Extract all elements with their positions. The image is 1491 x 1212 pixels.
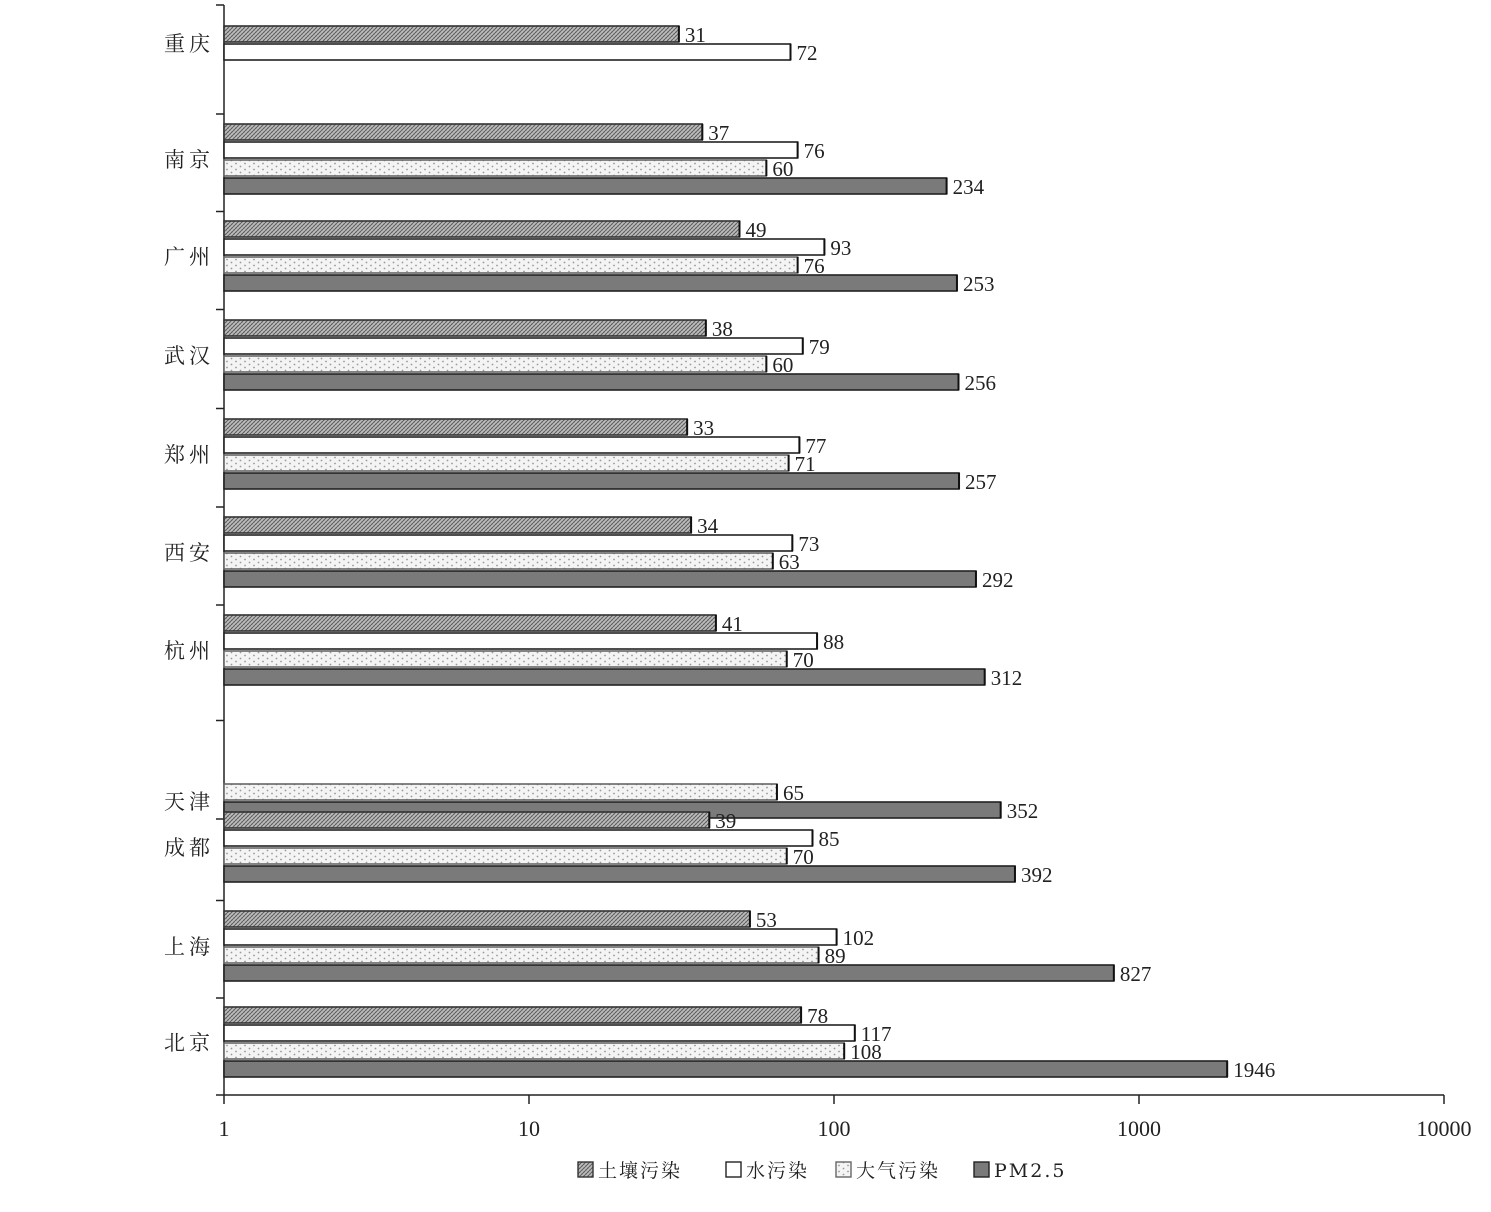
legend-label: 水污染 — [746, 1160, 810, 1182]
bar — [224, 257, 798, 273]
data-label: 76 — [803, 139, 825, 163]
x-tick-label: 100 — [817, 1116, 851, 1141]
data-label: 53 — [755, 908, 777, 932]
x-tick-label: 10 — [518, 1116, 540, 1141]
bar — [224, 356, 766, 372]
x-tick-label: 1000 — [1117, 1116, 1161, 1141]
bar — [224, 669, 985, 685]
legend-swatch — [974, 1162, 989, 1177]
y-category-label: 广州 — [164, 245, 214, 269]
bar — [224, 651, 787, 667]
bar — [224, 911, 750, 927]
bar — [224, 1061, 1227, 1077]
bar — [224, 812, 709, 828]
data-label: 70 — [792, 845, 814, 869]
y-category-label: 天津 — [164, 790, 214, 814]
data-label: 38 — [711, 317, 733, 341]
data-label: 256 — [964, 371, 997, 395]
y-category-label: 南京 — [164, 148, 214, 172]
data-label: 827 — [1119, 962, 1152, 986]
data-label: 234 — [952, 175, 985, 199]
data-label: 78 — [807, 1004, 829, 1028]
data-label: 108 — [850, 1040, 882, 1064]
legend-swatch — [578, 1162, 593, 1177]
data-label: 312 — [990, 666, 1023, 690]
legend-swatch — [836, 1162, 851, 1177]
bar — [224, 419, 687, 435]
bar — [224, 615, 716, 631]
data-label: 60 — [772, 157, 794, 181]
bar — [224, 221, 740, 237]
legend-swatch — [726, 1162, 741, 1177]
data-label: 39 — [715, 809, 737, 833]
bar — [224, 517, 691, 533]
data-label: 60 — [772, 353, 794, 377]
data-label: 85 — [818, 827, 840, 851]
bar — [224, 1007, 801, 1023]
y-category-label: 西安 — [164, 541, 214, 565]
bar — [224, 374, 959, 390]
bar — [224, 965, 1114, 981]
data-label: 31 — [684, 23, 706, 47]
bar — [224, 124, 702, 140]
data-label: 77 — [805, 434, 827, 458]
data-label: 89 — [824, 944, 846, 968]
y-category-label: 成都 — [164, 836, 214, 860]
y-category-label: 郑州 — [164, 443, 214, 467]
data-label: 1946 — [1233, 1058, 1276, 1082]
legend-label: 大气污染 — [856, 1160, 941, 1182]
data-label: 34 — [697, 514, 719, 538]
data-label: 33 — [693, 416, 715, 440]
data-label: 37 — [708, 121, 730, 145]
legend-label: PM2.5 — [994, 1160, 1067, 1182]
data-label: 93 — [830, 236, 852, 260]
data-label: 76 — [803, 254, 825, 278]
bar — [224, 947, 819, 963]
bar — [224, 275, 957, 291]
data-label: 65 — [782, 781, 804, 805]
bars-layer — [224, 26, 1227, 1077]
bar — [224, 160, 766, 176]
bar — [224, 239, 824, 255]
bar — [224, 26, 679, 42]
x-tick-label: 1 — [218, 1116, 230, 1141]
data-label: 63 — [778, 550, 800, 574]
data-label: 73 — [798, 532, 820, 556]
bar — [224, 1025, 855, 1041]
data-label: 392 — [1020, 863, 1053, 887]
bar — [224, 784, 777, 800]
data-label: 70 — [792, 648, 814, 672]
x-tick-label: 10000 — [1416, 1116, 1472, 1141]
bar — [224, 929, 837, 945]
y-category-label: 上海 — [164, 935, 214, 959]
data-label: 71 — [794, 452, 816, 476]
bar — [224, 455, 789, 471]
bar — [224, 473, 959, 489]
bar — [224, 866, 1015, 882]
bar — [224, 320, 706, 336]
bar — [224, 553, 773, 569]
data-label: 41 — [721, 612, 743, 636]
data-label: 117 — [860, 1022, 892, 1046]
data-label: 72 — [796, 41, 818, 65]
bar — [224, 1043, 844, 1059]
data-label: 88 — [823, 630, 845, 654]
bar — [224, 178, 947, 194]
legend — [578, 1160, 1066, 1182]
y-category-label: 重庆 — [164, 32, 214, 56]
data-label: 102 — [842, 926, 875, 950]
data-label: 292 — [981, 568, 1014, 592]
data-label: 257 — [965, 470, 997, 494]
data-label: 49 — [745, 218, 767, 242]
y-category-label: 武汉 — [164, 344, 214, 368]
data-label: 352 — [1006, 799, 1039, 823]
y-category-label: 北京 — [164, 1031, 214, 1055]
data-label: 79 — [808, 335, 830, 359]
bar — [224, 848, 787, 864]
y-category-label: 杭州 — [164, 639, 214, 663]
legend-label: 土壤污染 — [598, 1160, 683, 1182]
data-label: 253 — [962, 272, 995, 296]
bar — [224, 571, 976, 587]
